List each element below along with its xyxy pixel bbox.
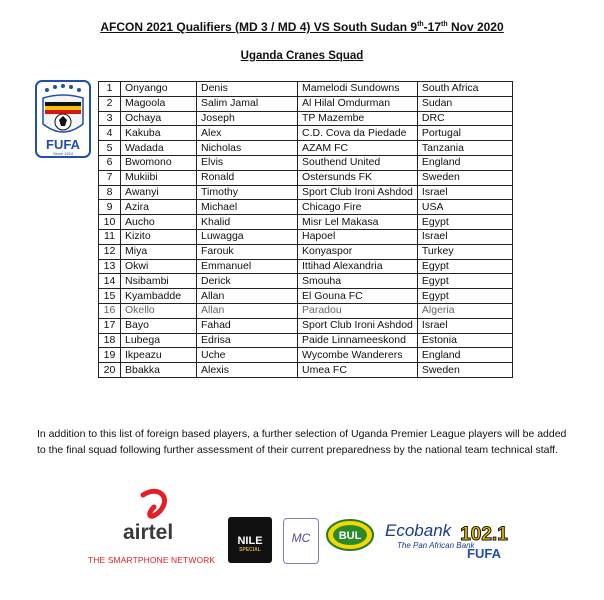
- player-surname: Lubega: [121, 333, 197, 348]
- squad-heading: Uganda Cranes Squad: [240, 50, 364, 62]
- player-number: 19: [99, 348, 121, 363]
- player-country: Portugal: [417, 126, 512, 141]
- player-number: 20: [99, 363, 121, 378]
- player-given-name: Farouk: [197, 244, 298, 259]
- player-country: Israel: [417, 185, 512, 200]
- player-country: England: [417, 155, 512, 170]
- squad-row: [99, 126, 513, 141]
- player-surname: Onyango: [121, 82, 197, 97]
- player-club: C.D. Cova da Piedade: [298, 126, 418, 141]
- player-club: Sport Club Ironi Ashdod: [298, 185, 418, 200]
- player-club: Sport Club Ironi Ashdod: [298, 318, 418, 333]
- player-number: 16: [99, 303, 121, 318]
- player-country: Sweden: [417, 170, 512, 185]
- player-given-name: Luwagga: [197, 229, 298, 244]
- document-title: AFCON 2021 Qualifiers (MD 3 / MD 4) VS South Sudan 9th-17th Nov 2020: [100, 20, 504, 34]
- player-club: Paide Linnameeskond: [298, 333, 418, 348]
- player-surname: Mukiibi: [121, 170, 197, 185]
- squad-row: [99, 303, 513, 318]
- player-given-name: Uche: [197, 348, 298, 363]
- player-club: Smouha: [298, 274, 418, 289]
- player-given-name: Salim Jamal: [197, 96, 298, 111]
- squad-row: [99, 200, 513, 215]
- svg-text:BUL: BUL: [338, 530, 362, 542]
- player-surname: Magoola: [121, 96, 197, 111]
- player-club: Konyaspor: [298, 244, 418, 259]
- player-country: South Africa: [417, 82, 512, 97]
- player-given-name: Michael: [197, 200, 298, 215]
- player-number: 10: [99, 215, 121, 230]
- svg-text:102.1: 102.1: [460, 524, 508, 545]
- player-surname: Kizito: [121, 229, 197, 244]
- player-country: Egypt: [417, 289, 512, 304]
- player-given-name: Emmanuel: [197, 259, 298, 274]
- airtel-wordmark: airtel: [123, 521, 174, 544]
- player-number: 3: [99, 111, 121, 126]
- player-country: Tanzania: [417, 141, 512, 156]
- player-number: 2: [99, 96, 121, 111]
- squad-row: [99, 155, 513, 170]
- player-given-name: Khalid: [197, 215, 298, 230]
- player-country: Egypt: [417, 215, 512, 230]
- player-given-name: Timothy: [197, 185, 298, 200]
- player-surname: Okello: [121, 303, 197, 318]
- player-club: Hapoel: [298, 229, 418, 244]
- player-given-name: Joseph: [197, 111, 298, 126]
- squad-row: [99, 170, 513, 185]
- player-number: 1: [99, 82, 121, 97]
- squad-row: [99, 289, 513, 304]
- squad-row: [99, 363, 513, 378]
- player-given-name: Allan: [197, 303, 298, 318]
- player-club: Paradou: [298, 303, 418, 318]
- squad-table: [98, 81, 513, 378]
- player-club: El Gouna FC: [298, 289, 418, 304]
- player-given-name: Alex: [197, 126, 298, 141]
- svg-text:FUFA: FUFA: [467, 546, 501, 561]
- player-surname: Kyambadde: [121, 289, 197, 304]
- player-number: 6: [99, 155, 121, 170]
- player-number: 14: [99, 274, 121, 289]
- player-number: 4: [99, 126, 121, 141]
- player-country: Estonia: [417, 333, 512, 348]
- player-club: TP Mazembe: [298, 111, 418, 126]
- player-club: Wycombe Wanderers: [298, 348, 418, 363]
- player-country: USA: [417, 200, 512, 215]
- player-country: DRC: [417, 111, 512, 126]
- player-club: Al Hilal Omdurman: [298, 96, 418, 111]
- airtel-tagline: THE SMARTPHONE NETWORK: [88, 555, 216, 565]
- player-number: 13: [99, 259, 121, 274]
- player-given-name: Derick: [197, 274, 298, 289]
- player-number: 9: [99, 200, 121, 215]
- squad-note: In addition to this list of foreign based players, a further selection of Uganda Premier League players will be added to the final squad following further assessment of their current preparedness by the national team technical staff.: [37, 428, 567, 456]
- player-given-name: Alexis: [197, 363, 298, 378]
- player-country: England: [417, 348, 512, 363]
- player-number: 18: [99, 333, 121, 348]
- player-number: 17: [99, 318, 121, 333]
- player-surname: Bbakka: [121, 363, 197, 378]
- squad-row: [99, 348, 513, 363]
- player-surname: Nsibambi: [121, 274, 197, 289]
- player-surname: Awanyi: [121, 185, 197, 200]
- squad-row: [99, 244, 513, 259]
- squad-row: [99, 215, 513, 230]
- squad-row: [99, 318, 513, 333]
- squad-row: [99, 333, 513, 348]
- svg-text:Since 1924: Since 1924: [52, 151, 74, 156]
- player-club: Chicago Fire: [298, 200, 418, 215]
- player-surname: Bayo: [121, 318, 197, 333]
- squad-row: [99, 141, 513, 156]
- mc-holdings-logo: MC: [283, 518, 319, 564]
- player-given-name: Nicholas: [197, 141, 298, 156]
- player-number: 8: [99, 185, 121, 200]
- player-surname: Aucho: [121, 215, 197, 230]
- player-given-name: Fahad: [197, 318, 298, 333]
- player-surname: Ikpeazu: [121, 348, 197, 363]
- player-number: 12: [99, 244, 121, 259]
- squad-row: [99, 82, 513, 97]
- player-club: AZAM FC: [298, 141, 418, 156]
- player-number: 5: [99, 141, 121, 156]
- nile-wordmark: NILE SPECIAL: [237, 535, 263, 553]
- player-club: Ostersunds FK: [298, 170, 418, 185]
- player-club: Misr Lel Makasa: [298, 215, 418, 230]
- player-surname: Ochaya: [121, 111, 197, 126]
- squad-row: [99, 274, 513, 289]
- player-surname: Miya: [121, 244, 197, 259]
- fufa-radio-logo: [457, 518, 512, 566]
- player-country: Egypt: [417, 274, 512, 289]
- squad-row: [99, 185, 513, 200]
- player-country: Israel: [417, 318, 512, 333]
- player-country: Turkey: [417, 244, 512, 259]
- player-surname: Okwi: [121, 259, 197, 274]
- bul-logo: [326, 519, 374, 551]
- player-number: 11: [99, 229, 121, 244]
- player-number: 15: [99, 289, 121, 304]
- fufa-logo: [35, 80, 91, 158]
- ecobank-wordmark: Ecobank: [385, 521, 452, 540]
- svg-text:FUFA: FUFA: [46, 137, 80, 152]
- player-surname: Bwomono: [121, 155, 197, 170]
- player-given-name: Allan: [197, 289, 298, 304]
- player-club: Mamelodi Sundowns: [298, 82, 418, 97]
- player-given-name: Edrisa: [197, 333, 298, 348]
- player-surname: Wadada: [121, 141, 197, 156]
- player-club: Southend United: [298, 155, 418, 170]
- squad-row: [99, 96, 513, 111]
- player-given-name: Denis: [197, 82, 298, 97]
- player-surname: Kakuba: [121, 126, 197, 141]
- player-given-name: Elvis: [197, 155, 298, 170]
- squad-row: [99, 229, 513, 244]
- squad-row: [99, 259, 513, 274]
- player-country: Israel: [417, 229, 512, 244]
- squad-row: [99, 111, 513, 126]
- player-country: Egypt: [417, 259, 512, 274]
- player-country: Algeria: [417, 303, 512, 318]
- ecobank-tagline: The Pan African Bank: [397, 541, 475, 550]
- player-club: Ittihad Alexandria: [298, 259, 418, 274]
- player-country: Sudan: [417, 96, 512, 111]
- player-surname: Azira: [121, 200, 197, 215]
- player-club: Umea FC: [298, 363, 418, 378]
- player-given-name: Ronald: [197, 170, 298, 185]
- player-country: Sweden: [417, 363, 512, 378]
- player-number: 7: [99, 170, 121, 185]
